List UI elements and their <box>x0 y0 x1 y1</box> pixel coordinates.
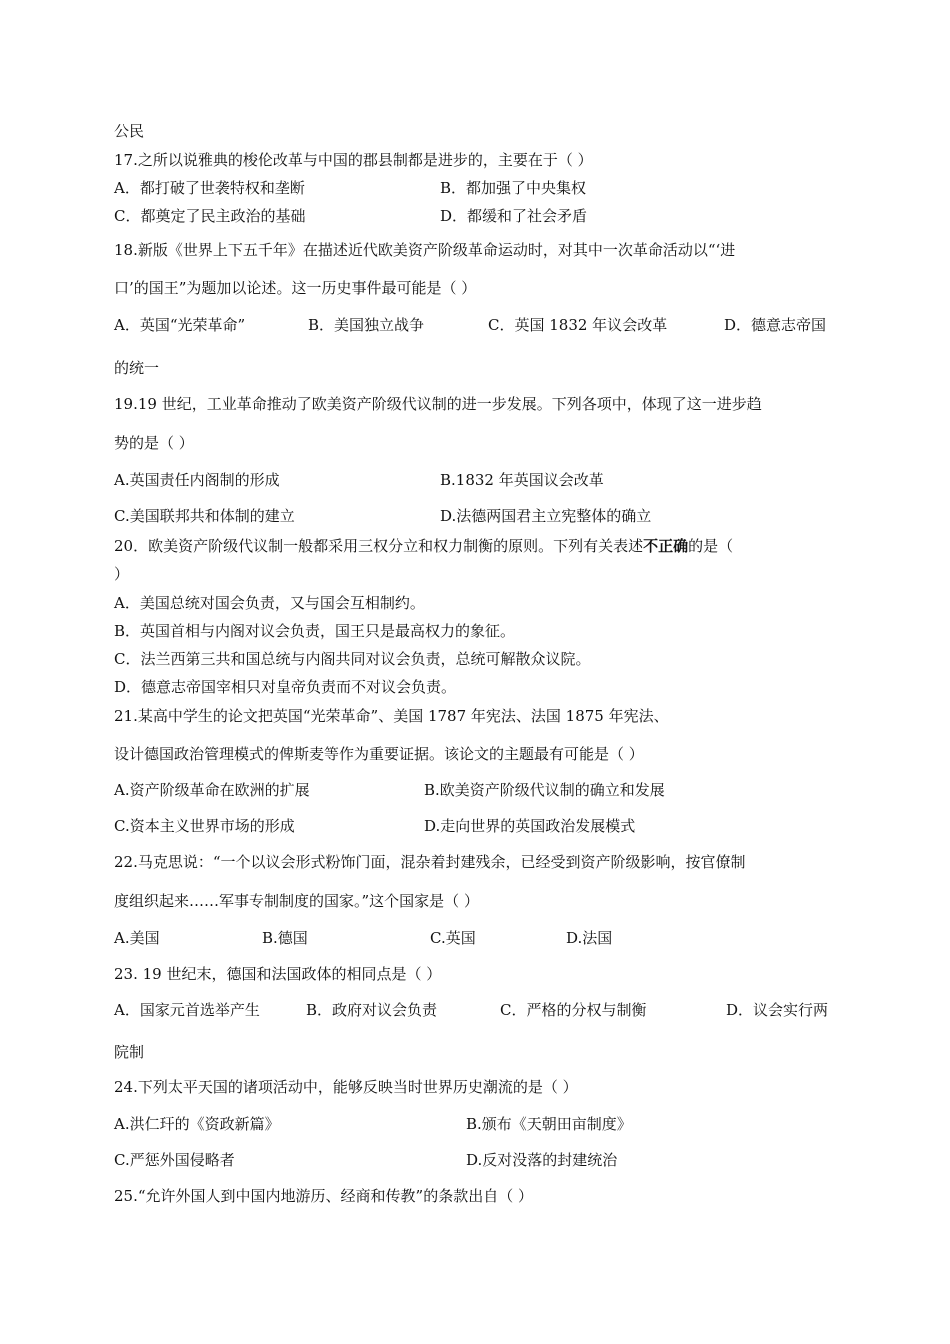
q22-option-c: C.英国 <box>430 929 476 947</box>
q18-option-d-cont: 的统一 <box>114 359 160 377</box>
q19-option-a: A.英国责任内阁制的形成 <box>114 471 280 489</box>
question-23: 23. 19 世纪末，德国和法国政体的相同点是（ ） <box>114 965 442 983</box>
q23-option-a: A．国家元首选举产生 <box>114 1001 260 1019</box>
q21-option-d: D.走向世界的英国政治发展模式 <box>424 817 636 835</box>
q22-option-b: B.德国 <box>262 929 308 947</box>
q24-option-d: D.反对没落的封建统治 <box>466 1151 618 1169</box>
continuation-text: 公民 <box>114 122 145 140</box>
q23-option-d-cont: 院制 <box>114 1043 145 1061</box>
q23-option-b: B．政府对议会负责 <box>306 1001 438 1019</box>
q20-option-d: D．德意志帝国宰相只对皇帝负责而不对议会负责。 <box>114 678 457 696</box>
q22-option-d: D.法国 <box>566 929 613 947</box>
q19-option-d: D.法德两国君主立宪整体的确立 <box>440 507 652 525</box>
q23-option-d: D．议会实行两 <box>726 1001 829 1019</box>
question-24: 24.下列太平天国的诸项活动中，能够反映当时世界历史潮流的是（ ） <box>114 1078 578 1096</box>
q21-option-c: C.资本主义世界市场的形成 <box>114 817 295 835</box>
q23-option-c: C．严格的分权与制衡 <box>500 1001 647 1019</box>
q24-option-a: A.洪仁玕的《资政新篇》 <box>114 1115 280 1133</box>
question-20-line2: ） <box>114 565 130 583</box>
question-22-line1: 22.马克思说：“一个以议会形式粉饰门面，混杂着封建残余，已经受到资产阶级影响，按官僚制 <box>114 853 746 871</box>
question-19-line1: 19.19 世纪，工业革命推动了欧美资产阶级代议制的进一步发展。下列各项中，体现了这一进步趋 <box>114 395 762 413</box>
q18-option-c: C．英国 1832 年议会改革 <box>488 316 668 334</box>
q18-option-a: A．英国“光荣革命” <box>114 316 246 334</box>
q20-emphasis: 不正确 <box>643 537 689 555</box>
q20-text-pre: 20．欧美资产阶级代议制一般都采用三权分立和权力制衡的原则。下列有关表述 <box>114 537 644 555</box>
q17-option-b: B．都加强了中央集权 <box>440 179 587 197</box>
q19-option-b: B.1832 年英国议会改革 <box>440 471 604 489</box>
q18-option-b: B．美国独立战争 <box>308 316 425 334</box>
question-21-line2: 设计德国政治管理模式的俾斯麦等作为重要证据。该论文的主题最有可能是（ ） <box>114 745 644 763</box>
question-18-line1: 18.新版《世界上下五千年》在描述近代欧美资产阶级革命运动时，对其中一次革命活动以“‘进 <box>114 241 736 259</box>
question-20-line1 <box>114 536 733 556</box>
question-21-line1: 21.某高中学生的论文把英国“光荣革命”、美国 1787 年宪法、法国 1875 年宪法、 <box>114 707 669 725</box>
question-25: 25.“允许外国人到中国内地游历、经商和传教”的条款出自（ ） <box>114 1187 533 1205</box>
q17-option-a: A．都打破了世袭特权和垄断 <box>114 179 305 197</box>
q21-option-b: B.欧美资产阶级代议制的确立和发展 <box>424 781 665 799</box>
q21-option-a: A.资产阶级革命在欧洲的扩展 <box>114 781 310 799</box>
q24-option-c: C.严惩外国侵略者 <box>114 1151 235 1169</box>
q18-option-d: D．德意志帝国 <box>724 316 827 334</box>
q20-text-post: 的是（ <box>688 537 734 555</box>
q20-option-c: C．法兰西第三共和国总统与内阁共同对议会负责，总统可解散众议院。 <box>114 650 591 668</box>
q20-option-a: A．美国总统对国会负责，又与国会互相制约。 <box>114 594 425 612</box>
q19-option-c: C.美国联邦共和体制的建立 <box>114 507 295 525</box>
q17-option-c: C．都奠定了民主政治的基础 <box>114 207 306 225</box>
question-17: 17.之所以说雅典的梭伦改革与中国的郡县制都是进步的，主要在于（ ） <box>114 151 593 169</box>
q24-option-b: B.颁布《天朝田亩制度》 <box>466 1115 632 1133</box>
question-22-line2: 度组织起来……军事专制制度的国家。”这个国家是（ ） <box>114 892 479 910</box>
q22-option-a: A.美国 <box>114 929 160 947</box>
question-19-line2: 势的是（ ） <box>114 434 194 452</box>
question-18-line2: 口’的国王”为题加以论述。这一历史事件最可能是（ ） <box>114 279 477 297</box>
q17-option-d: D．都缓和了社会矛盾 <box>440 207 588 225</box>
q20-option-b: B．英国首相与内阁对议会负责，国王只是最高权力的象征。 <box>114 622 516 640</box>
